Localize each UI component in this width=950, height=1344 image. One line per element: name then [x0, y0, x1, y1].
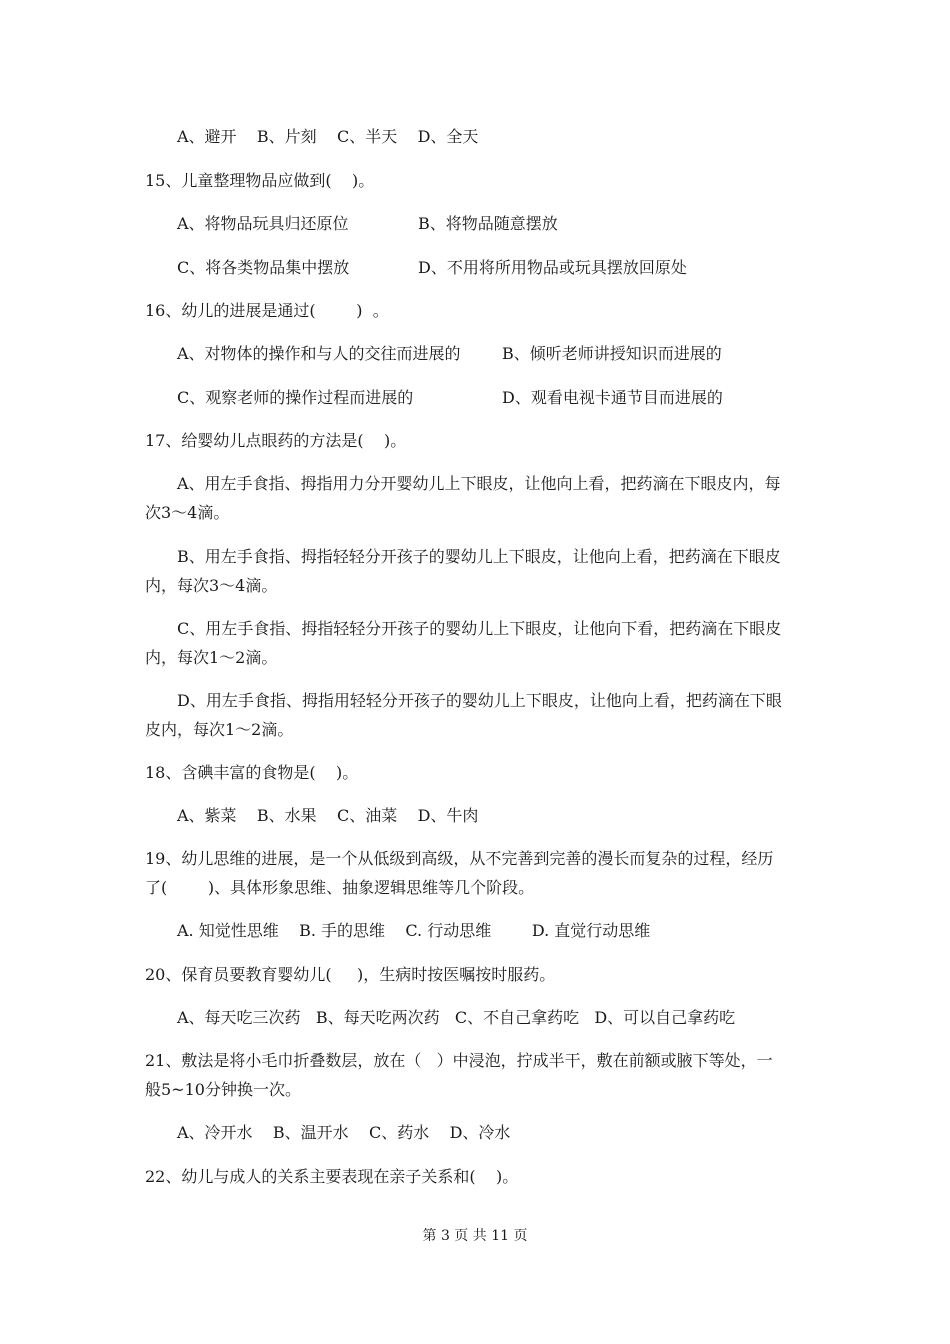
q15-option-b: B、将物品随意摆放: [418, 214, 558, 233]
q21-stem-line1: 21、敷法是将小毛巾折叠数层，放在（ ）中浸泡，拧成半干，敷在前额或腋下等处，一: [145, 1051, 773, 1070]
q17-option-c-line2: 内，每次1～2滴。: [145, 648, 278, 667]
q19-stem-line1: 19、幼儿思维的进展，是一个从低级到高级，从不完善到完善的漫长而复杂的过程，经历: [145, 849, 774, 868]
q14-options: A、避开 B、片刻 C、半天 D、全天: [177, 127, 479, 146]
q17-option-d-line1: D、用左手食指、拇指用轻轻分开孩子的婴幼儿上下眼皮，让他向上看，把药滴在下眼: [177, 691, 782, 710]
q17-option-b-line2: 内，每次3～4滴。: [145, 576, 278, 595]
q19-options: A. 知觉性思维 B. 手的思维 C. 行动思维 D. 直觉行动思维: [177, 921, 651, 940]
q15-option-d: D、不用将所用物品或玩具摆放回原处: [418, 258, 687, 277]
q17-option-a-line2: 次3～4滴。: [145, 503, 230, 522]
q16-option-d: D、观看电视卡通节目而进展的: [502, 388, 723, 407]
q16-stem: 16、幼儿的进展是通过( ) 。: [145, 301, 389, 320]
q17-option-a-line1: A、用左手食指、拇指用力分开婴幼儿上下眼皮，让他向上看，把药滴在下眼皮内，每: [177, 474, 781, 493]
q17-option-c-line1: C、用左手食指、拇指轻轻分开孩子的婴幼儿上下眼皮，让他向下看，把药滴在下眼皮: [177, 619, 782, 638]
q22-stem: 22、幼儿与成人的关系主要表现在亲子关系和( )。: [145, 1167, 519, 1186]
q18-options: A、紫菜 B、水果 C、油菜 D、牛肉: [177, 806, 479, 825]
q17-stem: 17、给婴幼儿点眼药的方法是( )。: [145, 431, 407, 450]
q19-stem-line2: 了( )、具体形象思维、抽象逻辑思维等几个阶段。: [145, 878, 535, 897]
q15-stem: 15、儿童整理物品应做到( )。: [145, 171, 375, 190]
q16-option-c: C、观察老师的操作过程而进展的: [177, 388, 414, 407]
q17-option-d-line2: 皮内，每次1～2滴。: [145, 720, 294, 739]
q21-options: A、冷开水 B、温开水 C、药水 D、冷水: [177, 1123, 511, 1142]
q20-options: A、每天吃三次药 B、每天吃两次药 C、不自己拿药吃 D、可以自己拿药吃: [177, 1008, 736, 1027]
q18-stem: 18、含碘丰富的食物是( )。: [145, 763, 359, 782]
q20-stem: 20、保育员要教育婴幼儿( )，生病时按医嘱按时服药。: [145, 965, 556, 984]
q17-option-b-line1: B、用左手食指、拇指轻轻分开孩子的婴幼儿上下眼皮，让他向上看，把药滴在下眼皮: [177, 547, 781, 566]
q16-option-b: B、倾听老师讲授知识而进展的: [502, 344, 722, 363]
q21-stem-line2: 般5~10分钟换一次。: [145, 1080, 301, 1099]
q16-option-a: A、对物体的操作和与人的交往而进展的: [177, 344, 461, 363]
page-footer: 第 3 页 共 11 页: [422, 1228, 528, 1244]
q15-option-a: A、将物品玩具归还原位: [177, 214, 349, 233]
q15-option-c: C、将各类物品集中摆放: [177, 258, 350, 277]
